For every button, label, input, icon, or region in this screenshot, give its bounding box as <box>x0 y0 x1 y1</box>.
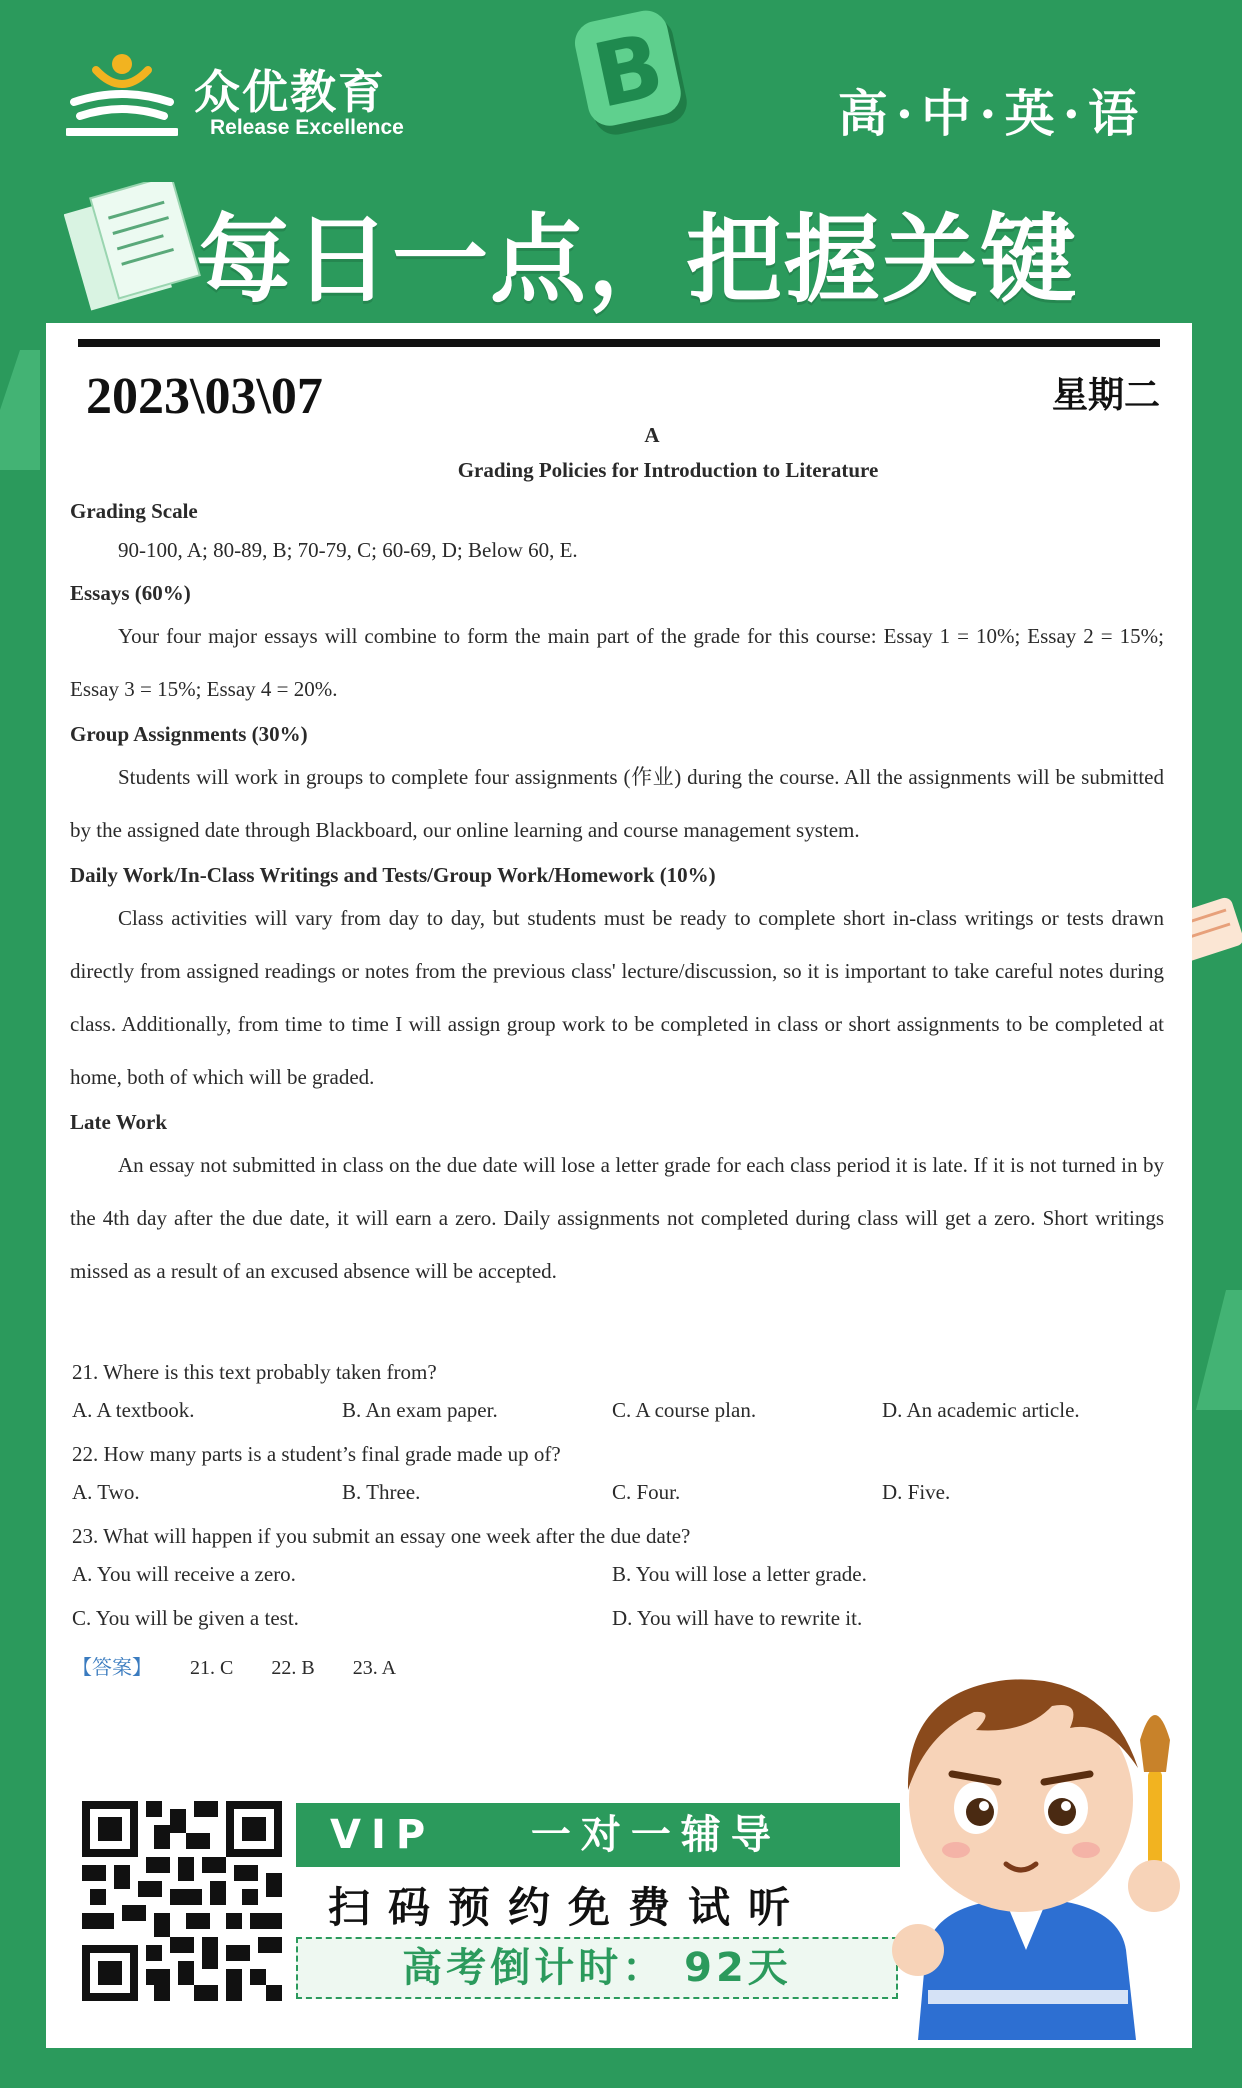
option: B. You will lose a letter grade. <box>612 1562 867 1586</box>
section-heading: Daily Work/In-Class Writings and Tests/Group Work/Homework (10%) <box>70 863 716 887</box>
answer-item: 21. C <box>190 1657 234 1679</box>
option: C. A course plan. <box>612 1398 757 1422</box>
option: B. Three. <box>342 1480 421 1504</box>
section-body: Class activities will vary from day to day, but students must be ready to complete short in-class writings or tests drawn directly from assigned readings or notes from the previous class' lecture/discussion, so it is important to take careful notes during class. Additionally, from time to time I will assign group work to be completed in class or short assignments to be completed at home, both of which will be graded. <box>70 906 1164 1089</box>
option: D. An academic article. <box>882 1398 1080 1422</box>
question-options <box>72 1477 1152 1517</box>
option: D. Five. <box>882 1480 951 1504</box>
b-badge-icon <box>574 8 694 138</box>
questions <box>72 1357 1152 1680</box>
brand-logo <box>66 48 426 148</box>
section-heading: Group Assignments (30%) <box>70 722 308 746</box>
brand-mark-icon <box>66 52 178 142</box>
slogan: 每日一点，把握关键 <box>196 204 1078 316</box>
vip-banner[interactable]: VIP 一对一辅导 <box>296 1803 900 1867</box>
question: 22. How many parts is a student’s final grade made up of? <box>72 1442 561 1466</box>
question-options <box>72 1395 1152 1435</box>
option: C. Four. <box>612 1480 681 1504</box>
brand-name: 众优教育 <box>194 65 386 119</box>
weekday: 星期二 <box>1051 374 1160 416</box>
section-heading: Late Work <box>70 1110 168 1134</box>
section-body: Students will work in groups to complete four assignments (作业) during the course. All the assignments will be submitted by the assigned date through Blackboard, our online learning and course management system. <box>70 765 1164 842</box>
option: B. An exam paper. <box>342 1398 498 1422</box>
letter-a-deco-icon <box>0 340 40 480</box>
section-letter: A <box>644 423 660 447</box>
passage-title: Grading Policies for Introduction to Literature <box>457 458 879 482</box>
scan-to-book: 扫码预约免费试听 <box>328 1883 809 1932</box>
question: 21. Where is this text probably taken from? <box>72 1360 437 1384</box>
section-heading: Grading Scale <box>70 499 198 523</box>
section-body: 90-100, A; 80-89, B; 70-79, C; 60-69, D; Below 60, E. <box>118 538 578 562</box>
section-body: An essay not submitted in class on the due date will lose a letter grade for each class period it is late. If it is not turned in by the 4th day after the due date, it will earn a zero. Daily assignments not completed during class will get a zero. Short writings missed as a result of an excused absence will be accepted. <box>70 1153 1164 1283</box>
section-heading: Essays (60%) <box>70 581 191 605</box>
answer-tag: 【答案】 <box>72 1657 152 1679</box>
qr-code-icon[interactable] <box>82 1801 282 2001</box>
answer-item: 22. B <box>271 1657 315 1679</box>
option: A. A textbook. <box>72 1398 195 1422</box>
option: D. You will have to rewrite it. <box>612 1606 863 1630</box>
papers-icon <box>64 182 214 312</box>
date: 2023\03\07 <box>86 368 323 425</box>
letter-a-deco-icon <box>1196 1280 1242 1420</box>
answer-item: 23. A <box>352 1657 397 1679</box>
question-options <box>72 1559 1152 1599</box>
option: A. Two. <box>72 1480 140 1504</box>
section-body: Your four major essays will combine to form the main part of the grade for this course: Essay 1 = 10%; Essay 2 = 15%; Essay 3 = 15%; Essay 4 = 20%. <box>70 624 1164 701</box>
b-badge-letter: B <box>584 13 672 128</box>
reading-passage <box>70 423 1170 1298</box>
option: A. You will receive a zero. <box>72 1562 296 1586</box>
brand-tagline: Release Excellence <box>210 116 404 139</box>
exam-countdown: 高考倒计时： 92天 <box>296 1937 898 1999</box>
top-rule <box>78 339 1160 347</box>
subject-label: 高·中·英·语 <box>837 84 1146 143</box>
question: 23. What will happen if you submit an essay one week after the due date? <box>72 1524 691 1548</box>
mascot-icon <box>856 1650 1196 2050</box>
question-options <box>72 1603 1152 1643</box>
option: C. You will be given a test. <box>72 1606 299 1630</box>
